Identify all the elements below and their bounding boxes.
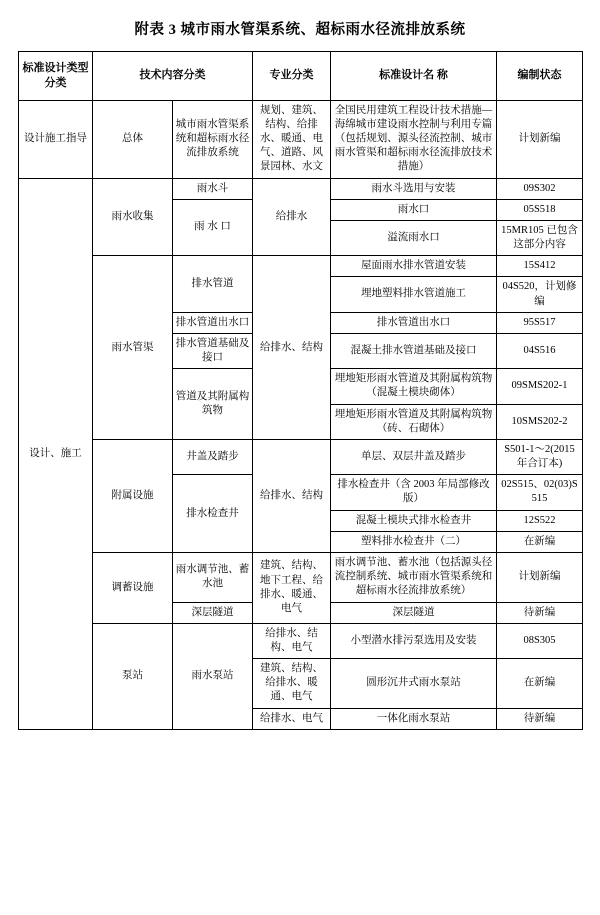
cell-status: 待新编 <box>497 602 583 623</box>
cell-status: 待新编 <box>497 708 583 729</box>
cell-name: 屋面雨水排水管道安装 <box>331 256 497 277</box>
table-header <box>19 52 583 101</box>
cell-status: 10SMS202-2 <box>497 404 583 439</box>
cell-status: 04S520，计划修编 <box>497 277 583 312</box>
cell-name: 一体化雨水泵站 <box>331 708 497 729</box>
cell-status-total: 计划新编 <box>497 100 583 178</box>
column-header-status: 编制状态 <box>497 52 583 101</box>
page-title: 附表 3 城市雨水管渠系统、超标雨水径流排放系统 <box>134 22 466 38</box>
cell-content-pipe-struct: 管道及其附属构筑物 <box>173 369 253 440</box>
cell-content-drain-pipe: 排水管道 <box>173 256 253 313</box>
cell-type-guide: 设计施工指导 <box>19 100 93 178</box>
cell-name: 溢流雨水口 <box>331 220 497 255</box>
cell-content-cover: 井盖及踏步 <box>173 439 253 474</box>
cell-status: 09S302 <box>497 178 583 199</box>
table-row <box>19 256 583 277</box>
cell-category-collect: 雨水收集 <box>93 178 173 256</box>
column-header-name: 标准设计名 称 <box>331 52 497 101</box>
table-header-row <box>19 52 583 101</box>
table-row <box>19 439 583 474</box>
cell-name: 塑料排水检查井（二） <box>331 531 497 552</box>
cell-name: 埋地矩形雨水管道及其附属构筑物（砖、石砌体） <box>331 404 497 439</box>
cell-status: 在新编 <box>497 531 583 552</box>
cell-name: 雨水口 <box>331 199 497 220</box>
table-row <box>19 100 583 178</box>
cell-major-pump-3: 给排水、电气 <box>253 708 331 729</box>
cell-category-pump: 泵站 <box>93 623 173 729</box>
column-header-content: 技术内容分类 <box>93 52 253 101</box>
cell-name: 圆形沉井式雨水泵站 <box>331 659 497 709</box>
cell-name: 单层、双层井盖及踏步 <box>331 439 497 474</box>
cell-status: 95S517 <box>497 312 583 333</box>
cell-name: 小型潜水排污泵选用及安装 <box>331 623 497 658</box>
cell-name: 埋地塑料排水管道施工 <box>331 277 497 312</box>
cell-status: 04S516 <box>497 333 583 368</box>
cell-content-manhole: 排水检查井 <box>173 475 253 553</box>
cell-name: 混凝土模块式排水检查井 <box>331 510 497 531</box>
cell-content-rain-inlet: 雨 水 口 <box>173 199 253 256</box>
cell-category-pipe: 雨水管渠 <box>93 256 173 440</box>
cell-name: 排水管道出水口 <box>331 312 497 333</box>
standards-table <box>18 51 583 730</box>
cell-category-total: 总体 <box>93 100 173 178</box>
table-row <box>19 178 583 199</box>
table-row <box>19 552 583 602</box>
cell-status: 05S518 <box>497 199 583 220</box>
cell-status: 09SMS202-1 <box>497 369 583 404</box>
column-header-major: 专业分类 <box>253 52 331 101</box>
cell-content-pump: 雨水泵站 <box>173 623 253 729</box>
cell-name: 雨水斗选用与安装 <box>331 178 497 199</box>
cell-status: 计划新编 <box>497 552 583 602</box>
cell-status: 02S515、02(03)S515 <box>497 475 583 510</box>
cell-status: 15MR105 已包含这部分内容 <box>497 220 583 255</box>
cell-name: 深层隧道 <box>331 602 497 623</box>
cell-content-base: 排水管道基础及接口 <box>173 333 253 368</box>
cell-category-aux: 附属设施 <box>93 439 173 552</box>
cell-status: 12S522 <box>497 510 583 531</box>
cell-type-design-construction: 设计、施工 <box>19 178 93 729</box>
cell-content-outlet: 排水管道出水口 <box>173 312 253 333</box>
cell-status: 15S412 <box>497 256 583 277</box>
cell-content-total: 城市雨水管渠系统和超标雨水径流排放系统 <box>173 100 253 178</box>
cell-content-tunnel: 深层隧道 <box>173 602 253 623</box>
cell-status: 在新编 <box>497 659 583 709</box>
cell-status: 08S305 <box>497 623 583 658</box>
cell-major-drain-struct: 给排水、结构 <box>253 256 331 440</box>
cell-category-store: 调蓄设施 <box>93 552 173 623</box>
cell-name: 混凝土排水管道基础及接口 <box>331 333 497 368</box>
cell-name: 雨水调节池、蓄水池（包括源头径流控制系统、城市雨水管渠系统和超标雨水径流排放系统） <box>331 552 497 602</box>
cell-name: 排水检查井（含 2003 年局部修改版） <box>331 475 497 510</box>
cell-major-drain-struct: 给排水、结构 <box>253 439 331 552</box>
cell-major-drain: 给排水 <box>253 178 331 256</box>
cell-content-tank: 雨水调节池、蓄水池 <box>173 552 253 602</box>
column-header-type: 标准设计类型分类 <box>19 52 93 101</box>
cell-major-pump-2: 建筑、结构、给排水、暖通、电气 <box>253 659 331 709</box>
cell-name: 埋地矩形雨水管道及其附属构筑物（混凝土模块砌体） <box>331 369 497 404</box>
table-row <box>19 623 583 658</box>
cell-name-total: 全国民用建筑工程设计技术措施—海绵城市建设雨水控制与利用专篇（包括规划、源头径流控制、城市雨水管渠和超标雨水径流排放技术措施） <box>331 100 497 178</box>
cell-major-tank: 建筑、结构、地下工程、给排水、暖通、电气 <box>253 552 331 623</box>
table-body <box>19 100 583 729</box>
cell-content-rain-bucket: 雨水斗 <box>173 178 253 199</box>
cell-major-total: 规划、建筑、结构、给排水、暖通、电气、道路、风景园林、水文 <box>253 100 331 178</box>
cell-status: S501-1～2(2015 年合订本) <box>497 439 583 474</box>
cell-major-pump-1: 给排水、结构、电气 <box>253 623 331 658</box>
